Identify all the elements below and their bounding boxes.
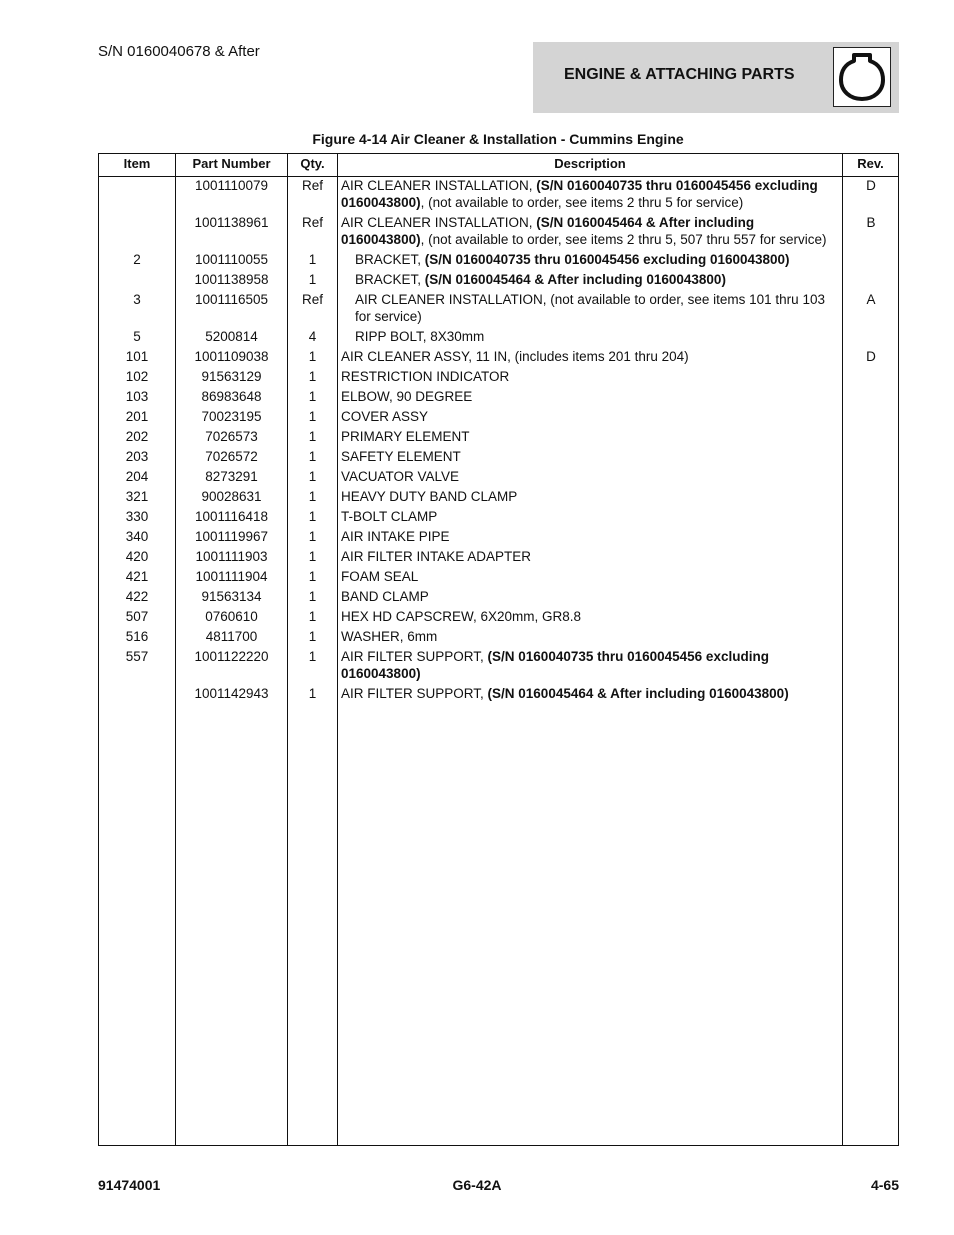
item-number: 422 (125, 589, 149, 604)
column-header-item: Item (123, 156, 151, 171)
quantity: 1 (308, 469, 317, 484)
item-number: 516 (125, 629, 149, 644)
item-number: 3 (133, 292, 141, 307)
figure-title: Figure 4-14 Air Cleaner & Installation - Cummins Engine (312, 131, 684, 147)
description-text: AIR CLEANER INSTALLATION, (341, 215, 537, 230)
description (341, 214, 841, 248)
part-number: 1001116418 (194, 509, 269, 524)
engine-icon (837, 51, 887, 103)
column-header-qty: Qty. (300, 156, 325, 171)
item-number: 340 (125, 529, 149, 544)
part-number: 0760610 (205, 609, 258, 624)
quantity: 1 (308, 509, 317, 524)
description (341, 428, 841, 445)
description-text: PRIMARY ELEMENT (341, 429, 470, 444)
section-header (533, 42, 899, 113)
table-row (99, 328, 898, 348)
description-text: ELBOW, 90 DEGREE (341, 389, 473, 404)
description-text: VACUATOR VALVE (341, 469, 460, 484)
description-text: AIR CLEANER ASSY, 11 IN, (includes items 201 thru 204) (341, 349, 689, 364)
item-number: 2 (133, 252, 141, 267)
description (341, 628, 841, 645)
description (341, 368, 841, 385)
parts-table (98, 153, 899, 1146)
description (341, 648, 841, 682)
quantity: Ref (301, 178, 323, 193)
table-body (99, 177, 898, 705)
table-row (99, 628, 898, 648)
table-row (99, 271, 898, 291)
description-text: COVER ASSY (341, 409, 429, 424)
section-icon-frame (833, 47, 891, 107)
table-row (99, 588, 898, 608)
table-row (99, 568, 898, 588)
table-row (99, 488, 898, 508)
column-header-rev: Rev. (857, 156, 884, 171)
table-row (99, 177, 898, 214)
quantity: 1 (308, 489, 317, 504)
revision: A (866, 292, 876, 307)
quantity: 1 (308, 272, 317, 287)
part-number: 1001116505 (194, 292, 269, 307)
item-number: 321 (125, 489, 149, 504)
footer-part-number: 91474001 (98, 1177, 161, 1193)
revision: B (866, 215, 876, 230)
table-row (99, 608, 898, 628)
quantity: 1 (308, 529, 317, 544)
part-number: 1001138961 (194, 215, 269, 230)
quantity: 1 (308, 409, 317, 424)
item-number: 203 (125, 449, 149, 464)
item-number: 101 (125, 349, 149, 364)
quantity: 1 (308, 609, 317, 624)
table-row (99, 388, 898, 408)
table-row (99, 291, 898, 328)
description (341, 508, 841, 525)
column-header-part-number: Part Number (192, 156, 271, 171)
part-number: 1001142943 (194, 686, 269, 701)
part-number: 90028631 (201, 489, 262, 504)
table-row (99, 508, 898, 528)
item-number: 507 (125, 609, 149, 624)
table-row (99, 468, 898, 488)
table-row (99, 428, 898, 448)
quantity: 1 (308, 389, 317, 404)
quantity: 1 (308, 349, 317, 364)
serial-number-range: S/N 0160040678 & After (98, 43, 260, 60)
item-number: 420 (125, 549, 149, 564)
description-text: T-BOLT CLAMP (341, 509, 438, 524)
description-note: , (not available to order, see items 2 thru 5 for service) (420, 195, 744, 210)
table-row (99, 368, 898, 388)
description-text: RIPP BOLT, 8X30mm (355, 329, 485, 344)
item-number: 5 (133, 329, 141, 344)
description-text: AIR CLEANER INSTALLATION, (341, 178, 537, 193)
part-number: 1001109038 (194, 349, 269, 364)
revision: D (866, 349, 876, 364)
description (341, 568, 841, 585)
description-text: HEAVY DUTY BAND CLAMP (341, 489, 518, 504)
item-number: 421 (125, 569, 149, 584)
quantity: 1 (308, 549, 317, 564)
description-serial-range: (S/N 0160040735 thru 0160045456 excluding 0160043800) (341, 178, 818, 210)
part-number: 1001110079 (194, 178, 269, 193)
table-row (99, 548, 898, 568)
quantity: 4 (308, 329, 317, 344)
item-number: 204 (125, 469, 149, 484)
description (355, 251, 841, 268)
quantity: 1 (308, 686, 317, 701)
part-number: 5200814 (205, 329, 258, 344)
footer-page-number: 4-65 (870, 1177, 899, 1193)
part-number: 86983648 (201, 389, 262, 404)
footer-model: G6-42A (452, 1177, 502, 1193)
description-text: WASHER, 6mm (341, 629, 438, 644)
quantity: 1 (308, 589, 317, 604)
description-serial-range: (S/N 0160040735 thru 0160045456 excluding 0160043800) (424, 252, 790, 267)
description-text: AIR CLEANER INSTALLATION, (not available to order, see items 101 thru 103 for service) (355, 292, 825, 324)
description-text: BRACKET, (355, 272, 425, 287)
part-number: 4811700 (205, 629, 258, 644)
item-number: 330 (125, 509, 149, 524)
quantity: 1 (308, 449, 317, 464)
table-row (99, 214, 898, 251)
table-row (99, 648, 898, 685)
part-number: 1001111903 (195, 549, 268, 564)
description (341, 588, 841, 605)
table-row (99, 528, 898, 548)
item-number: 202 (125, 429, 149, 444)
description (341, 608, 841, 625)
description (341, 528, 841, 545)
description (341, 177, 841, 211)
description-text: FOAM SEAL (341, 569, 419, 584)
description (341, 548, 841, 565)
description (341, 488, 841, 505)
description-text: BAND CLAMP (341, 589, 429, 604)
description-text: AIR FILTER SUPPORT, (341, 649, 488, 664)
description-serial-range: (S/N 0160045464 & After including 0160043800) (341, 215, 755, 247)
description-text: AIR FILTER INTAKE ADAPTER (341, 549, 532, 564)
part-number: 1001119967 (194, 529, 269, 544)
description-text: HEX HD CAPSCREW, 6X20mm, GR8.8 (341, 609, 582, 624)
quantity: Ref (301, 292, 323, 307)
part-number: 91563134 (201, 589, 262, 604)
description-text: AIR INTAKE PIPE (341, 529, 450, 544)
part-number: 91563129 (201, 369, 262, 384)
revision: D (866, 178, 876, 193)
description-serial-range: (S/N 0160040735 thru 0160045456 excluding 0160043800) (341, 649, 769, 681)
item-number: 102 (125, 369, 149, 384)
description-text: SAFETY ELEMENT (341, 449, 461, 464)
part-number: 7026572 (205, 449, 258, 464)
part-number: 8273291 (205, 469, 258, 484)
part-number: 1001110055 (194, 252, 269, 267)
description (341, 388, 841, 405)
description (341, 468, 841, 485)
quantity: 1 (308, 252, 317, 267)
table-row (99, 408, 898, 428)
table-row (99, 348, 898, 368)
part-number: 7026573 (205, 429, 258, 444)
description (341, 348, 841, 365)
description-note: , (not available to order, see items 2 thru 5, 507 thru 557 for service) (420, 232, 827, 247)
description (355, 271, 841, 288)
description (341, 685, 841, 702)
item-number: 201 (125, 409, 149, 424)
item-number: 557 (125, 649, 149, 664)
table-row (99, 448, 898, 468)
part-number: 1001138958 (194, 272, 269, 287)
description-serial-range: (S/N 0160045464 & After including 0160043800) (424, 272, 726, 287)
description (355, 328, 841, 345)
column-header-description: Description (554, 156, 626, 171)
part-number: 1001122220 (194, 649, 269, 664)
table-row (99, 251, 898, 271)
quantity: 1 (308, 629, 317, 644)
section-title: ENGINE & ATTACHING PARTS (564, 66, 795, 83)
item-number: 103 (125, 389, 149, 404)
description-serial-range: (S/N 0160045464 & After including 0160043800) (487, 686, 789, 701)
description (341, 448, 841, 465)
quantity: 1 (308, 429, 317, 444)
description (341, 408, 841, 425)
description-text: BRACKET, (355, 252, 425, 267)
quantity: 1 (308, 649, 317, 664)
description-text: AIR FILTER SUPPORT, (341, 686, 488, 701)
description (355, 291, 841, 325)
description-text: RESTRICTION INDICATOR (341, 369, 510, 384)
quantity: Ref (301, 215, 323, 230)
quantity: 1 (308, 369, 317, 384)
part-number: 70023195 (201, 409, 262, 424)
quantity: 1 (308, 569, 317, 584)
part-number: 1001111904 (195, 569, 268, 584)
table-row (99, 685, 898, 705)
